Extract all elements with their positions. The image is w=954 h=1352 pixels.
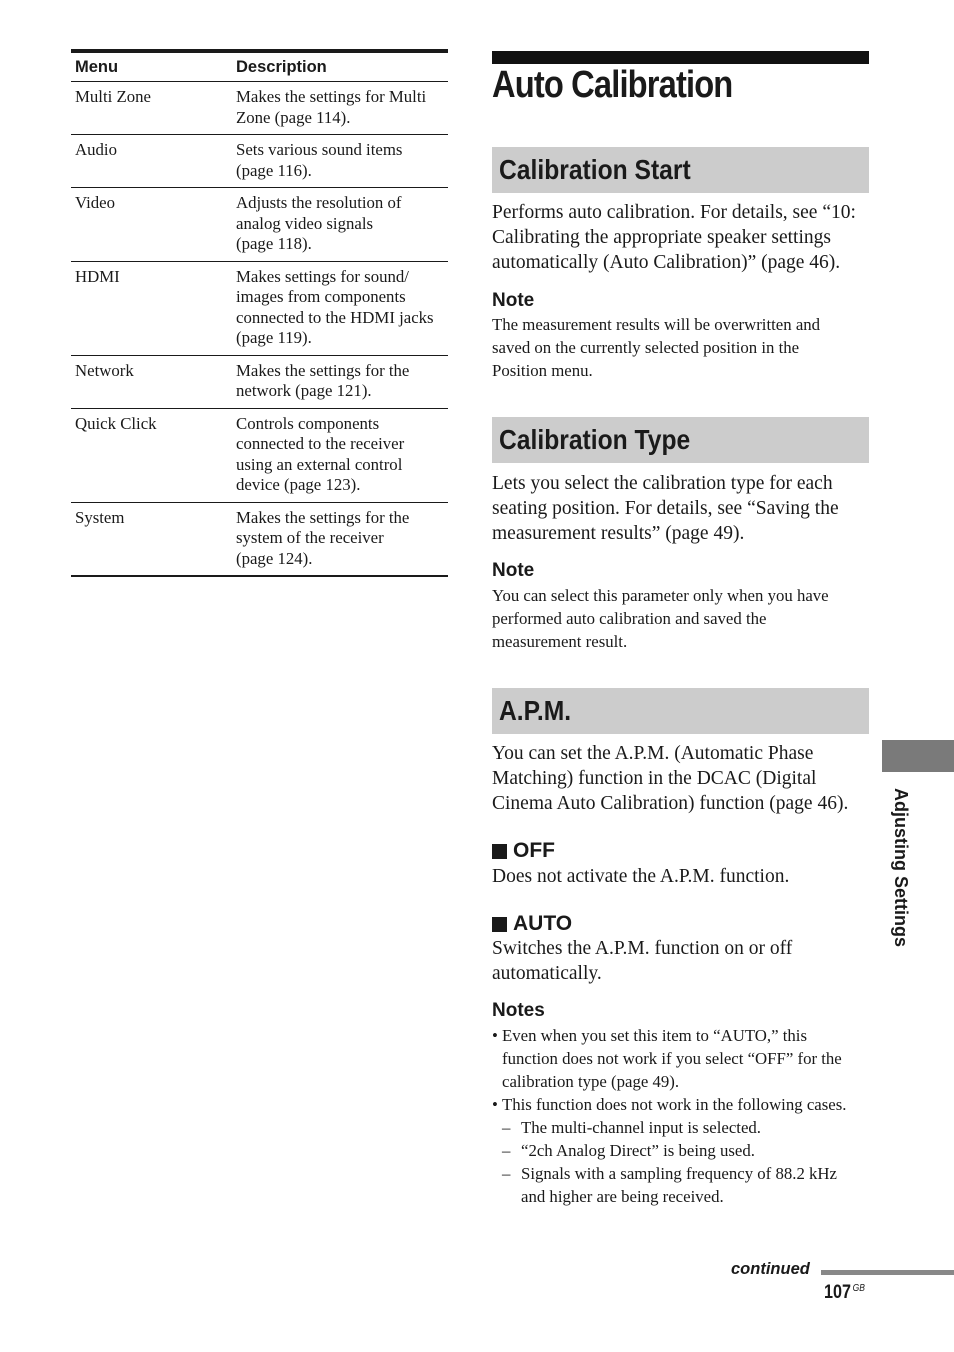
- calibration-start-note: The measurement results will be overwritten and saved on the currently selected position in the Position menu.: [492, 315, 821, 380]
- apm-off-heading: OFF: [492, 839, 555, 863]
- description-cell: Controls components connected to the receiver using an external control device (page 123).: [236, 413, 405, 494]
- list-item: – The multi-channel input is selected.: [502, 1118, 761, 1137]
- page-number: 107 $^{GB}$: [824, 1282, 865, 1303]
- page-suffix: GB: [852, 1282, 865, 1294]
- menu-cell: Video: [75, 193, 116, 212]
- continued-rule: [821, 1270, 954, 1275]
- menu-cell: HDMI: [75, 266, 120, 286]
- section-heading-apm: A.P.M.: [492, 688, 869, 734]
- apm-off-text: Does not activate the A.P.M. function.: [492, 866, 790, 887]
- description-cell: Makes the settings for Multi Zone (page 114).: [236, 87, 427, 127]
- page-title: Auto Calibration: [492, 64, 733, 106]
- menu-cell: Multi Zone: [75, 87, 151, 106]
- apm-auto-heading: AUTO: [492, 912, 572, 936]
- title-rule: [492, 51, 869, 64]
- table-row: [71, 82, 448, 135]
- calibration-type-note: You can select this parameter only when you have performed auto calibration and saved the measurement result.: [492, 586, 829, 651]
- table-row: [71, 503, 448, 576]
- list-item: – “2ch Analog Direct” is being used.: [502, 1141, 755, 1160]
- calibration-type-note-label: Note: [492, 560, 535, 581]
- chapter-label: Adjusting Settings: [891, 788, 911, 947]
- menu-cell: Quick Click: [75, 413, 157, 433]
- section-heading-calibration-start: Calibration Start: [492, 147, 869, 193]
- header-description: Description: [236, 58, 327, 76]
- calibration-type-body: Lets you select the calibration type for each seating position. For details, see “Saving the measurement results” (page 49).: [492, 473, 839, 544]
- menu-cell: System: [75, 507, 125, 527]
- description-cell: Sets various sound items (page 116).: [236, 140, 403, 180]
- table-row: [71, 356, 448, 409]
- description-cell: Adjusts the resolution of analog video signals (page 118).: [236, 193, 402, 253]
- table-row: [71, 188, 448, 262]
- menu-table: [71, 49, 448, 577]
- calibration-start-note-label: Note: [492, 290, 535, 311]
- list-item: • Even when you set this item to “AUTO,” this function does not work if you select “OFF” for the calibration type (page 49).: [492, 1026, 842, 1091]
- section-heading-calibration-type: Calibration Type: [492, 417, 869, 463]
- apm-notes-label: Notes: [492, 1000, 545, 1021]
- apm-notes-list: [492, 1024, 877, 1208]
- continued-label: continued: [731, 1260, 810, 1278]
- table-body: [71, 82, 448, 575]
- table-row: [71, 262, 448, 356]
- chapter-tab: [882, 740, 954, 772]
- header-menu: Menu: [75, 58, 119, 76]
- calibration-start-body: Performs auto calibration. For details, see “10: Calibrating the appropriate speaker settings automatically (Auto Calibration)” (page 46).: [492, 202, 856, 273]
- table-row: [71, 409, 448, 503]
- apm-auto-text: Switches the A.P.M. function on or off automatically.: [492, 938, 793, 984]
- apm-body: You can set the A.P.M. (Automatic Phase Matching) function in the DCAC (Digital Cinema Auto Calibration) function (page 46).: [492, 743, 849, 814]
- table-header: [71, 53, 448, 82]
- list-item: – Signals with a sampling frequency of 88.2 kHz and higher are being received.: [502, 1164, 837, 1206]
- menu-cell: Network: [75, 360, 134, 380]
- description-cell: Makes the settings for the network (page 121).: [236, 360, 410, 400]
- description-cell: Makes the settings for the system of the receiver (page 124).: [236, 507, 410, 568]
- menu-cell: Audio: [75, 140, 117, 159]
- list-item: • This function does not work in the following cases.: [492, 1095, 847, 1114]
- square-bullet-icon: [492, 844, 507, 859]
- square-bullet-icon: [492, 917, 507, 932]
- table-row: [71, 135, 448, 188]
- description-cell: Makes settings for sound/ images from components connected to the HDMI jacks (page 119).: [236, 266, 434, 347]
